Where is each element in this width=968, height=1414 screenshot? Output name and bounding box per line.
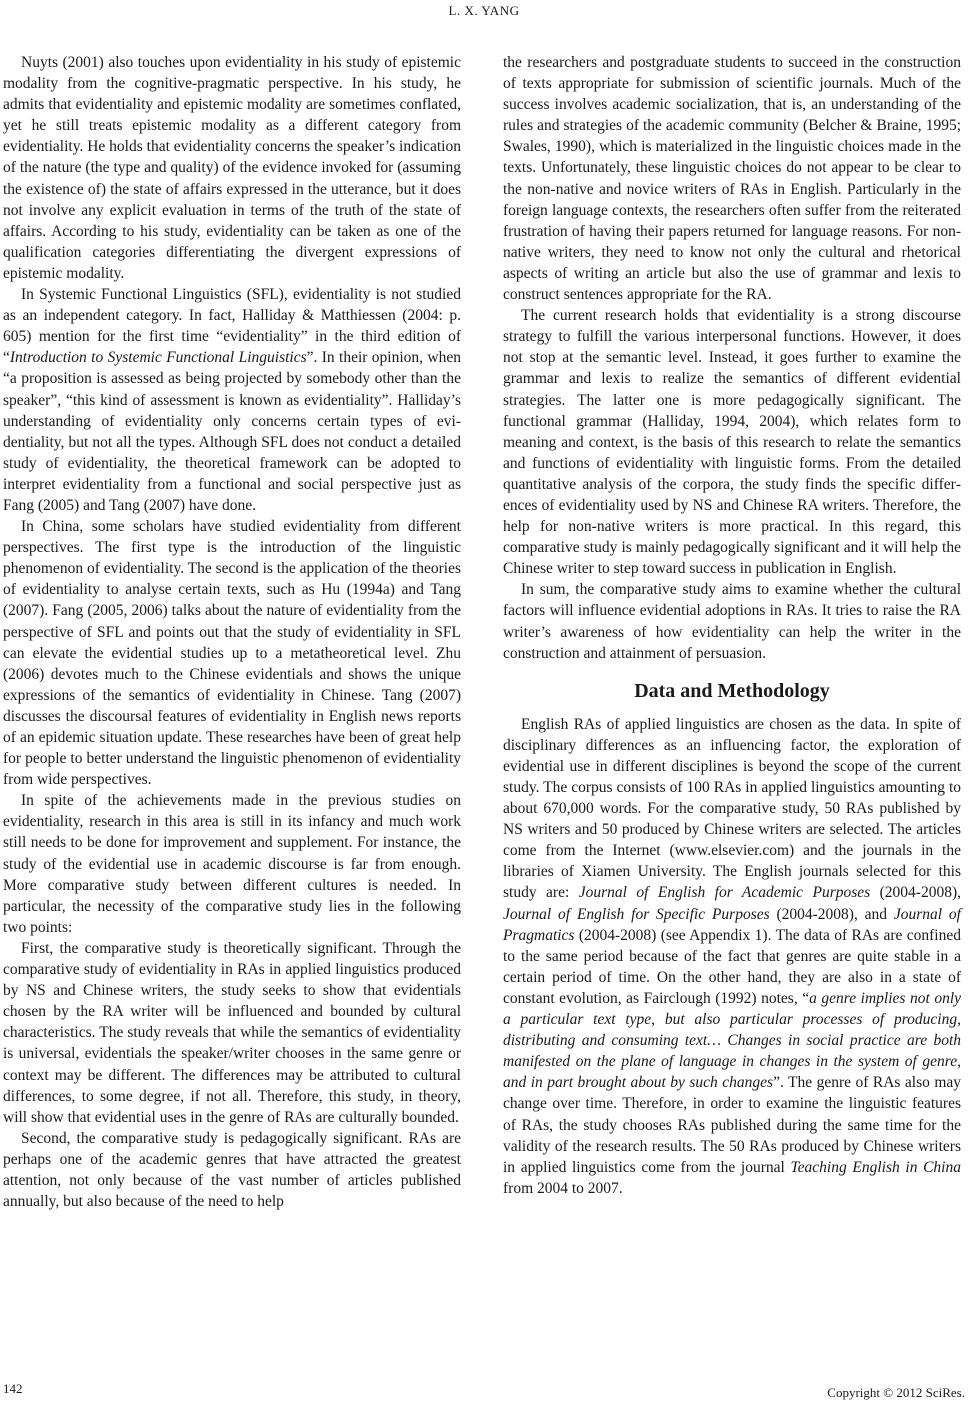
paragraph: First, the comparative study is theoretically significant. Through the comparative study of evidentiality in RAs in applied linguistics produced by NS and Chinese writers, the study seeks to show that evidentials chosen by the RA writer will be influenced and bounded by cultural characteristics. The study reveals that while the semantics of evidentiality is universal, evidentials the speaker/writer chooses in the same genre or context may be different. The differences may be attributed to cultural differences, to some degree, if not all. Therefore, this study, in theory, will show that evidential uses in the genre of RAs are culturally bounded. xyxy=(3,939,461,1126)
copyright-notice: Copyright © 2012 SciRes. xyxy=(827,1385,965,1400)
paragraph-text: ”. In their opinion, when “a proposition is assessed as being projected by somebody other than the speaker”, “this kind of assessment is known as evidentiality”. Halliday’s understanding of evidentiality only concerns certain types of evidentiality, but not all the types. Although SFL does not conduct a detailed study of evidentiality, the theoretical framework can be adopted to interpret evidentiality from a functional and social perspective just as Fang (2005) and Tang (2007) have done. xyxy=(3,349,461,514)
paragraph-text: from 2004 to 2007. xyxy=(503,1179,623,1197)
right-column xyxy=(503,52,961,1199)
paragraph xyxy=(3,284,461,516)
paragraph: Nuyts (2001) also touches upon evidentiality in his study of epistemic modality from the cognitive-pragmatic perspective. In his study, he admits that evidentiality and epistemic modality are sometimes conflated, yet he still treats epistemic modality as a different category from evidentiality. He holds that evidentiality concerns the speaker’s indication of the nature (the type and quality) of the evidence invoked for (assuming the existence of) the state of affairs expressed in the utterance, but it does not involve any explicit evaluation in terms of the truth of the state of affairs. According to his study, evidentiality can be taken as one of the qualification categories differentiating the divergent expressions of epistemic modality. xyxy=(3,54,461,282)
paragraph: The current research holds that evidentiality is a strong discourse strategy to fulfill the various interpersonal functions. However, it does not stop at the semantic level. Instead, it goes further to examine the grammar and lexis to realize the semantics of different evidential strategies. The latter one is more pedagogically significant. The functional grammar (Halliday, 1994, 2004), which relates form to meaning and context, is the basis of this research to relate the semantics and functions of evidentiality with linguistic forms. From the detailed quantitative analysis of the corpora, the study finds the specific differences of evidentiality used by NS and Chinese RA writers. Therefore, the help for non-native writers is more practical. In this regard, this comparative study is mainly pedagogically significant and it will help the Chinese writer to step toward success in publication in English. xyxy=(503,307,961,578)
running-head: L. X. YANG xyxy=(448,3,520,18)
paragraph-text: English RAs of applied linguistics are chosen as the data. In spite of disciplinary differences as an influencing factor, the exploration of evidential use in different disciplines is beyond the scope of the current study. The corpus consists of 100 RAs in applied linguistics amounting to about 670,000 words. For the comparative study, 50 RAs published by NS writers and 50 produced by Chinese writers are selected. The articles come from the Internet (www.elsevier.com) and the journals in the libraries of Xiamen University. The English journals selected for this study are: xyxy=(503,715,961,902)
quotation: and in part brought about by such changes xyxy=(503,1074,774,1092)
journal-title: Journal of Pragmatics xyxy=(503,905,961,944)
book-title: Introduction to Systemic Functional Linguistics xyxy=(9,349,307,367)
paragraph-text: (2004-2008), and xyxy=(769,905,894,923)
paragraph: In sum, the comparative study aims to examine whether the cultural factors will influence evidential adoptions in RAs. It tries to raise the RA writer’s awareness of how evidentiality can help the writer in the construction and attainment of persuasion. xyxy=(503,581,961,662)
paragraph-text: , xyxy=(957,1011,961,1029)
quotation: distributing and consuming text… Changes in social practice are both manifested on the plane of language in changes in the system of genre xyxy=(503,1032,961,1071)
page-number: 142 xyxy=(3,1381,23,1396)
paragraph-text: , xyxy=(651,1011,665,1029)
paragraph xyxy=(503,714,961,1199)
paragraph: Second, the comparative study is pedagogically significant. RAs are perhaps one of the academic genres that have attracted the greatest attention, not only because of the vast number of articles published annually, but also because of the need to help xyxy=(3,1129,461,1211)
quotation: a genre implies not only a particular text type xyxy=(503,989,961,1029)
paragraph-text: (2004-2008), xyxy=(870,884,961,902)
journal-title: Journal of English for Academic Purposes xyxy=(578,884,871,902)
paragraph-text: , xyxy=(957,1053,961,1071)
journal-title: Journal of English for Specific Purposes xyxy=(503,905,770,923)
paragraph-text: (2004-2008) (see Appendix 1). The data of RAs are confined to the same period because of the fact that genres are quite stable in a certain period of time. On the other hand, they are also in a state of constant evolution, as Fairclough (1992) notes, “ xyxy=(503,926,961,1007)
paragraph-text: In Systemic Functional Linguistics (SFL), evidentiality is not studied as an independent category. In fact, Halliday & Matthiessen (2004: p. 605) mention for the first time “evidentiality” in the third edition of “ xyxy=(3,286,461,367)
left-column xyxy=(3,52,461,1212)
paragraph-text: ”. The genre of RAs also may change over time. Therefore, in order to examine the linguistic features of RAs, the study chooses RAs published during the same time for the validity of the research results. The 50 RAs produced by Chinese writers in applied linguistics come from the journal xyxy=(503,1074,962,1176)
quotation: but also particular processes of producing xyxy=(664,1011,958,1029)
section-heading: Data and Methodology xyxy=(634,679,830,702)
paragraph: In China, some scholars have studied evidentiality from different perspectives. The first type is the introduction of the linguistic phenomenon of evidentiality. The second is the application of the theories of evidentiality to analyse certain texts, such as Hu (1994a) and Tang (2007). Fang (2005, 2006) talks about the nature of evidentiality from the perspective of SFL and points out that the study of evidentiality in SFL can elevate the evidential studies up to a metatheoretical level. Zhu (2006) devotes much to the Chinese evidentials and shows the unique expressions of the semantics of evidentiality in Chinese. Tang (2007) discusses the discoursal features of evidentiality in English news reports of an epidemic situation update. These researches have been of great help for people to better understand the linguistic phenomenon of evidentiality from wide perspectives. xyxy=(3,518,461,789)
paragraph: the researchers and postgraduate students to succeed in the construction of texts appropriate for submission of scientific journals. Much of the success involves academic socialization, that is, an understanding of the rules and strategies of the academic community (Belcher & Braine, 1995; Swales, 1990), which is materialized in the linguistic choices made in the texts. Unfortunately, these linguistic choices do not appear to be clear to the non-native and novice writers of RAs in English. Particularly in the foreign language contexts, the researchers often suffer from the reiterated frustration of having their papers returned for language reasons. For non-native writers, they need to know not only the cultural and rhetorical aspects of writing an article but also the use of grammar and lexis to construct sentences appropriate for the RA. xyxy=(503,54,961,304)
journal-title: Teaching English in China xyxy=(790,1158,961,1176)
paragraph: In spite of the achievements made in the previous studies on evidentiality, research in this area is still in its infancy and much work still needs to be done for improvement and supplement. For instance, the study of the evidential use in academic discourse is far from enough. More comparative study between different cultures is needed. In particular, the necessity of the comparative study lies in the following two points: xyxy=(3,792,461,936)
